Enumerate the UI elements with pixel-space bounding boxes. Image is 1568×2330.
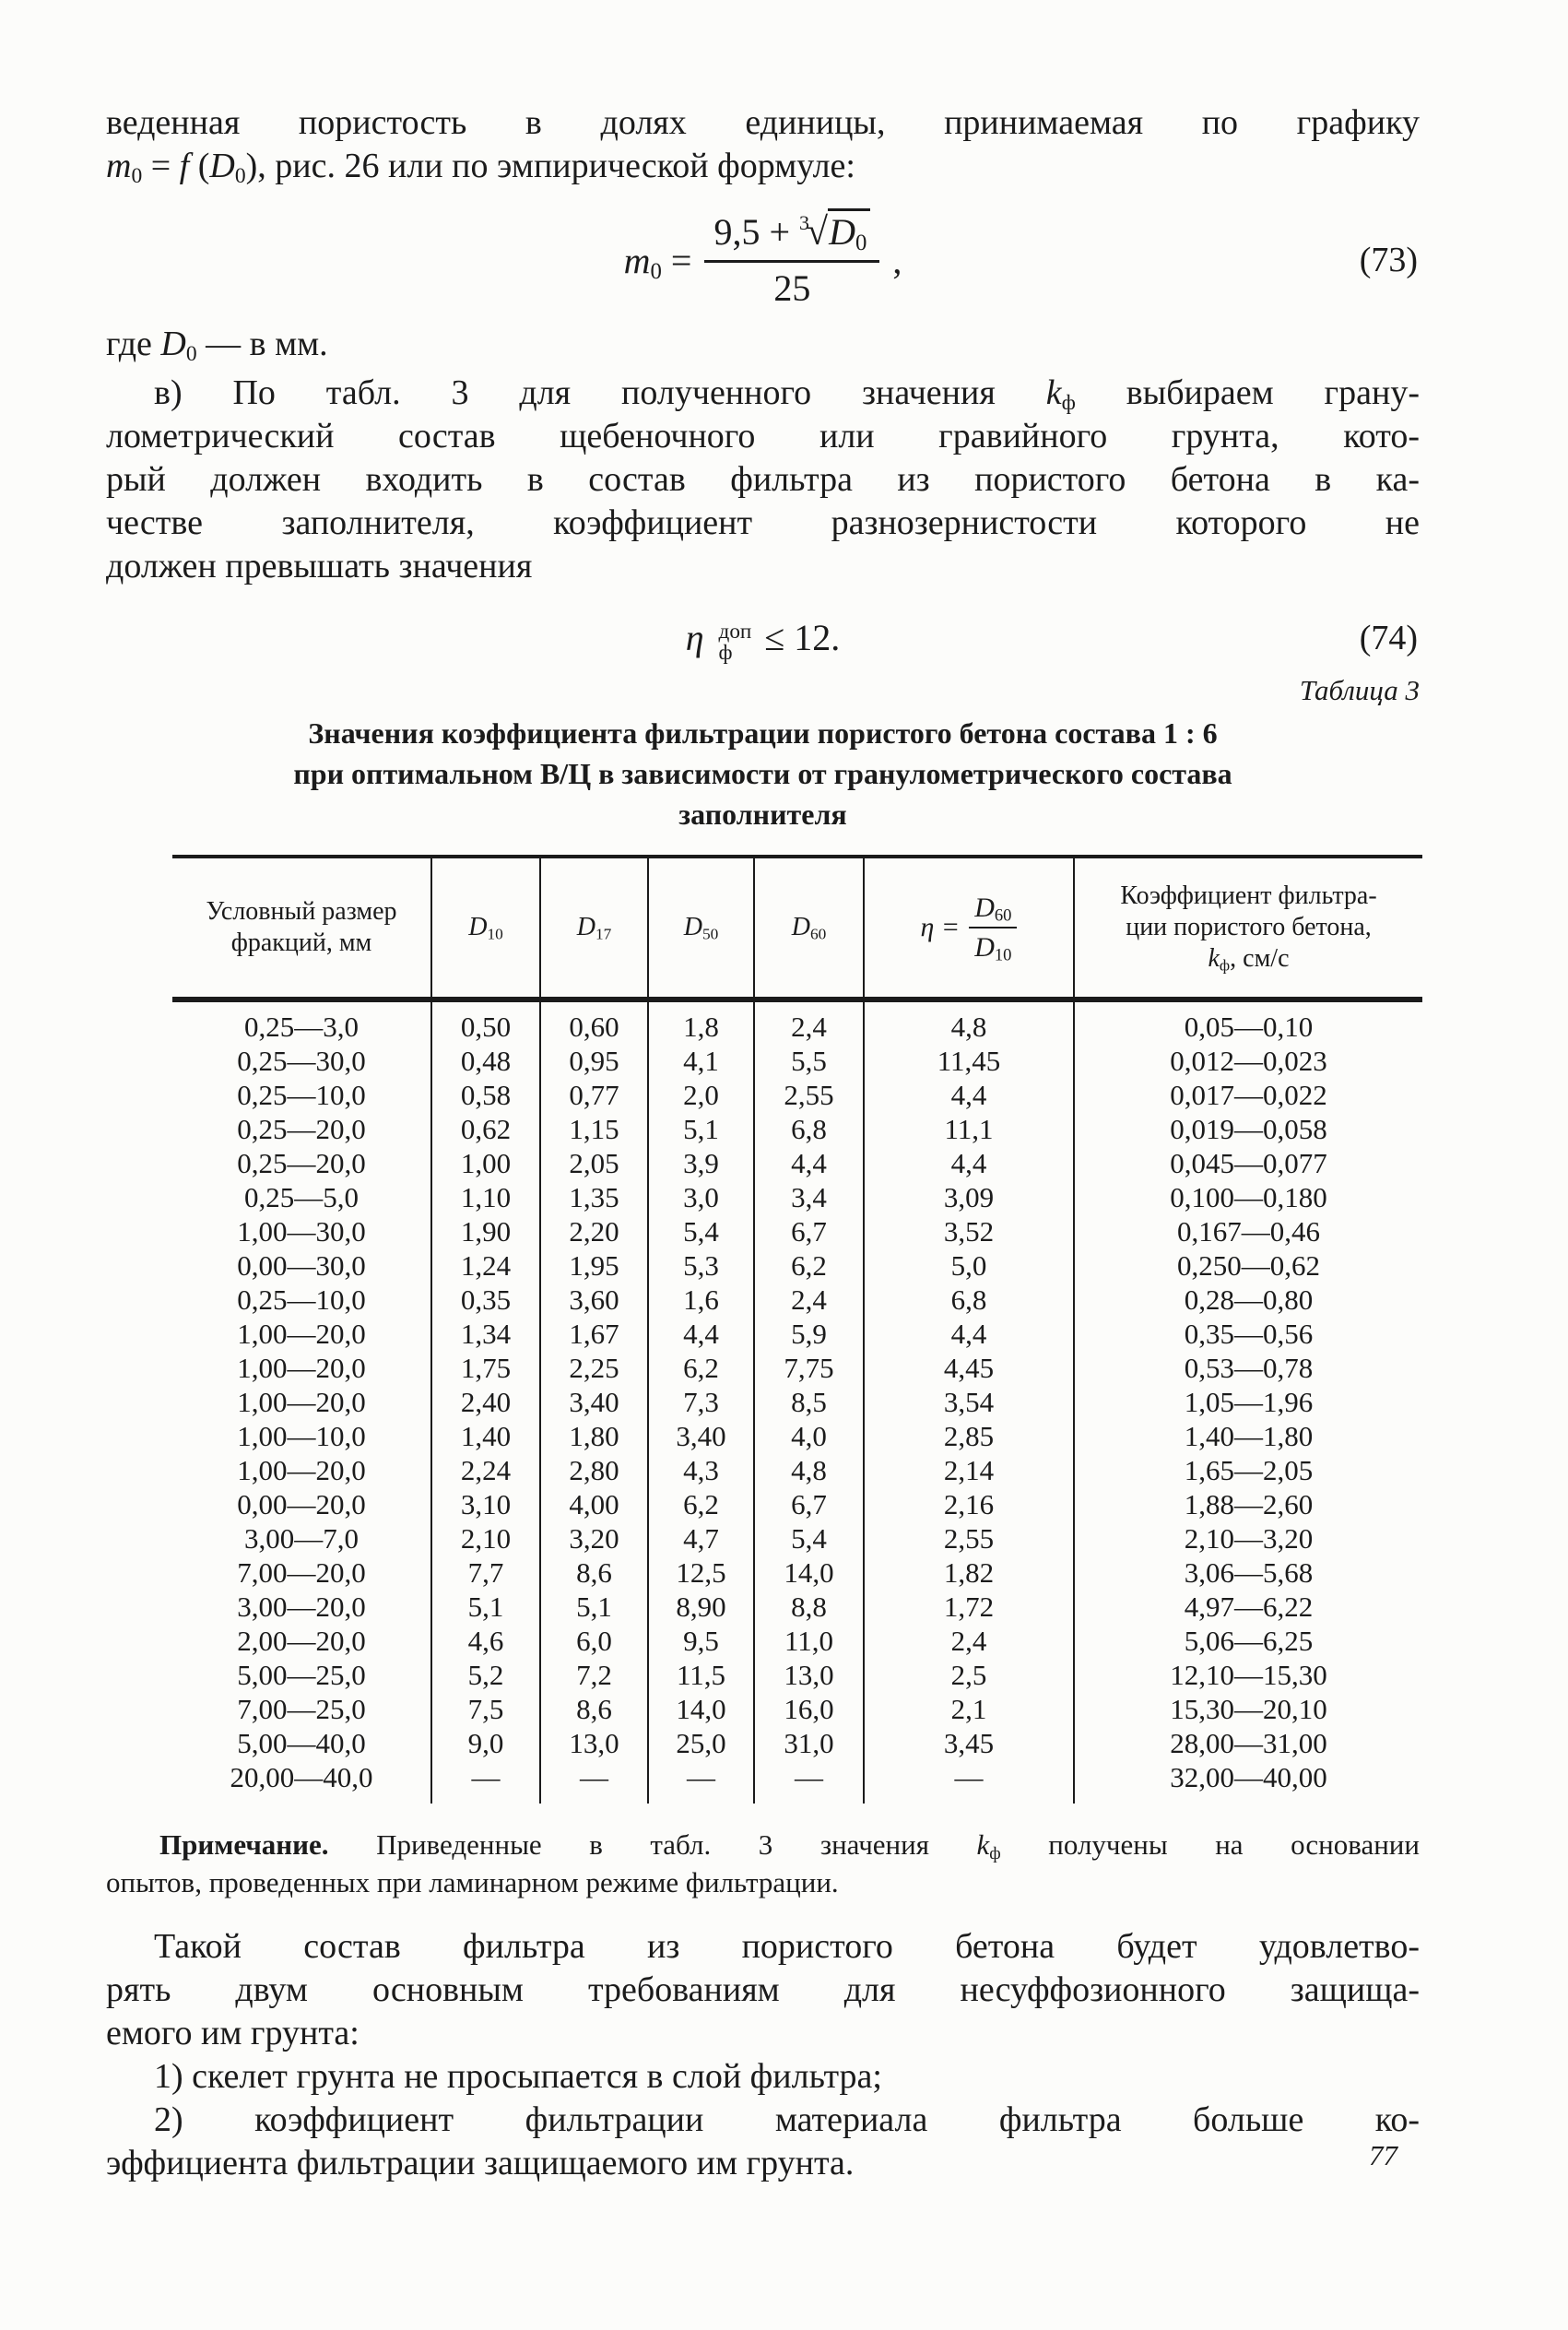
table-cell: 3,00—7,0 [244, 1522, 359, 1555]
table-cell: 0,35—0,56 [1074, 1317, 1422, 1351]
table-cell: 6,7 [754, 1487, 864, 1521]
table-cell: 0,25—3,0 [244, 1011, 359, 1043]
table-cell: 1,40—1,80 [1074, 1419, 1422, 1453]
table-cell: 1,05—1,96 [1074, 1385, 1422, 1419]
column-header-d17: $D_{17}$ [540, 857, 648, 999]
table-cell: 5,0 [864, 1248, 1074, 1283]
text-line: эффициента фильтрации защищаемого им грунта. [106, 2144, 855, 2182]
table-row [172, 1248, 1422, 1283]
table-cell: 0,017—0,022 [1074, 1078, 1422, 1112]
table-cell: 4,3 [648, 1453, 754, 1487]
table-cell: 8,6 [540, 1692, 648, 1726]
table-cell: 5,1 [431, 1590, 540, 1624]
table-cell: 2,4 [754, 1283, 864, 1317]
text-line: опытов, проведенных при ламинарном режиме фильтрации. [106, 1866, 839, 1898]
table-cell: 3,9 [648, 1146, 754, 1180]
table-cell: 8,6 [540, 1555, 648, 1590]
text-line: ции пористого бетона, [1126, 913, 1372, 941]
column-header-d50: $D_{50}$ [648, 857, 754, 999]
text-line: лометрический состав щебеночного или гравийного грунта, кото- [106, 417, 1420, 455]
table-cell: 5,4 [754, 1521, 864, 1555]
table-row [172, 1044, 1422, 1078]
table-cell: 1,00—20,0 [237, 1386, 366, 1418]
table-row [172, 1726, 1422, 1760]
table-row [172, 1419, 1422, 1453]
where-clause: где $D_0$ — в мм. [106, 325, 328, 366]
table-cell: 7,00—20,0 [237, 1556, 366, 1589]
eta-fraction-denominator: $D_{10}$ [974, 931, 1012, 965]
text-line: 1) скелет грунта не просыпается в слой фильтра; [154, 2057, 882, 2096]
table-cell: 0,25—5,0 [244, 1181, 359, 1213]
table-row [172, 1317, 1422, 1351]
text-line: Примечание. Приведенные в табл. 3 значения $k_ф$ получены на основании [159, 1828, 1420, 1863]
table-cell: 2,10—3,20 [1074, 1521, 1422, 1555]
table-cell: 0,28—0,80 [1074, 1283, 1422, 1317]
table-header-row [172, 857, 1422, 999]
page-content [106, 101, 1420, 2185]
table-cell: 1,65—2,05 [1074, 1453, 1422, 1487]
table-cell: 4,00 [540, 1487, 648, 1521]
table-row [172, 1453, 1422, 1487]
table-cell: 1,95 [540, 1248, 648, 1283]
table-cell: 0,77 [540, 1078, 648, 1112]
page-number: 77 [1369, 2139, 1397, 2171]
table-cell: 3,06—5,68 [1074, 1555, 1422, 1590]
table-cell: 0,25—30,0 [237, 1045, 366, 1077]
table-body [172, 999, 1422, 1804]
table-cell: 1,6 [648, 1283, 754, 1317]
table-cell: 0,045—0,077 [1074, 1146, 1422, 1180]
table-cell: 2,55 [754, 1078, 864, 1112]
table-cell: 5,4 [648, 1214, 754, 1248]
table-cell: 0,25—20,0 [237, 1113, 366, 1145]
text-line: Коэффициент фильтра- [1120, 881, 1377, 910]
table-cell: 3,54 [864, 1385, 1074, 1419]
table-cell: 4,0 [754, 1419, 864, 1453]
table-cell: 0,250—0,62 [1074, 1248, 1422, 1283]
table-cell: 4,4 [864, 1146, 1074, 1180]
table-cell: 6,8 [754, 1112, 864, 1146]
table-cell: 1,00 [431, 1146, 540, 1180]
table-cell: 0,05—0,10 [1074, 999, 1422, 1044]
table-cell: 1,00—20,0 [237, 1352, 366, 1384]
eta-equals: η = [920, 912, 961, 942]
table-cell: 2,05 [540, 1146, 648, 1180]
table-cell: 11,0 [754, 1624, 864, 1658]
column-header-filtration-coefficient [1074, 857, 1422, 999]
radical-sign: √ [807, 211, 829, 254]
column-header-eta [864, 857, 1074, 999]
table-cell: — [648, 1760, 754, 1804]
table-cell: 5,9 [754, 1317, 864, 1351]
formula-74-rhs: ≤ 12. [764, 617, 841, 658]
table-cell: 2,5 [864, 1658, 1074, 1692]
table-cell: 1,72 [864, 1590, 1074, 1624]
paragraph-b [106, 372, 1420, 588]
root-index: 3 [799, 210, 810, 234]
formula-73-body [624, 210, 902, 310]
table-cell: 7,75 [754, 1351, 864, 1385]
table-cell: 0,25—20,0 [237, 1147, 366, 1179]
table-cell: 4,45 [864, 1351, 1074, 1385]
eta-fraction [969, 893, 1017, 964]
table-cell: 4,4 [648, 1317, 754, 1351]
table-cell: 5,00—25,0 [237, 1659, 366, 1691]
table-cell: 7,7 [431, 1555, 540, 1590]
table-cell: 8,90 [648, 1590, 754, 1624]
table-cell: 2,20 [540, 1214, 648, 1248]
table-cell: 13,0 [540, 1726, 648, 1760]
closing-paragraph-1 [106, 1925, 1420, 2055]
text-line: честве заполнителя, коэффициент разнозернистости которого не [106, 503, 1420, 542]
table-cell: 5,3 [648, 1248, 754, 1283]
table-cell: 7,3 [648, 1385, 754, 1419]
table-row [172, 1180, 1422, 1214]
intro-paragraph [106, 101, 1420, 188]
formula-74-body [685, 616, 841, 665]
text-line: веденная пористость в долях единицы, принимаемая по графику [106, 103, 1420, 142]
cube-root [799, 210, 870, 256]
table-row [172, 1521, 1422, 1555]
radicand: $D_0$ [828, 208, 870, 253]
table-cell: 3,45 [864, 1726, 1074, 1760]
table-cell: 4,4 [754, 1146, 864, 1180]
table-cell: 0,60 [540, 999, 648, 1044]
table-cell: 5,00—40,0 [237, 1727, 366, 1759]
table-cell: 4,4 [864, 1317, 1074, 1351]
text-line: заполнителя [678, 798, 847, 831]
table-cell: 0,100—0,180 [1074, 1180, 1422, 1214]
table-cell: 0,00—30,0 [237, 1249, 366, 1282]
table-cell: 5,2 [431, 1658, 540, 1692]
table-cell: 0,25—10,0 [237, 1283, 366, 1316]
table-cell: 0,019—0,058 [1074, 1112, 1422, 1146]
table-cell: 0,48 [431, 1044, 540, 1078]
table-cell: 3,60 [540, 1283, 648, 1317]
table-cell: 5,5 [754, 1044, 864, 1078]
table-cell: 3,20 [540, 1521, 648, 1555]
table-cell: 4,8 [754, 1453, 864, 1487]
table-cell: 5,1 [648, 1112, 754, 1146]
table-cell: 2,14 [864, 1453, 1074, 1487]
table-cell: 2,24 [431, 1453, 540, 1487]
column-header-fraction-size [172, 857, 431, 999]
table-label: Таблица 3 [1299, 674, 1420, 706]
table-cell: 5,1 [540, 1590, 648, 1624]
text-line: Такой состав фильтра из пористого бетона будет удовлетво- [154, 1927, 1420, 1966]
table-row [172, 1283, 1422, 1317]
text-line: емого им грунта: [106, 2014, 360, 2052]
table-cell: 14,0 [648, 1692, 754, 1726]
table-cell: 1,34 [431, 1317, 540, 1351]
table-cell: 13,0 [754, 1658, 864, 1692]
table-cell: 32,00—40,00 [1074, 1760, 1422, 1804]
table-note [106, 1826, 1420, 1901]
column-header-d10: $D_{10}$ [431, 857, 540, 999]
table-cell: 2,4 [754, 999, 864, 1044]
table-cell: 0,167—0,46 [1074, 1214, 1422, 1248]
table-cell: 25,0 [648, 1726, 754, 1760]
table-cell: 6,0 [540, 1624, 648, 1658]
table-cell: 3,4 [754, 1180, 864, 1214]
table-cell: 28,00—31,00 [1074, 1726, 1422, 1760]
table-cell: 6,2 [648, 1487, 754, 1521]
text-line: Значения коэффициента фильтрации пористого бетона состава 1 : 6 [308, 716, 1218, 750]
table-cell: 0,25—10,0 [237, 1079, 366, 1111]
table-cell: 4,8 [864, 999, 1074, 1044]
table-cell: 4,7 [648, 1521, 754, 1555]
table-cell: 1,90 [431, 1214, 540, 1248]
table-cell: 1,15 [540, 1112, 648, 1146]
table-cell: 8,5 [754, 1385, 864, 1419]
table-cell: 1,75 [431, 1351, 540, 1385]
table-cell: 3,00—20,0 [237, 1591, 366, 1623]
table-cell: — [540, 1760, 648, 1804]
table-cell: 1,88—2,60 [1074, 1487, 1422, 1521]
table-title [106, 713, 1420, 834]
text-line: фракций, мм [230, 928, 372, 957]
table-cell: 1,40 [431, 1419, 540, 1453]
table-cell: 1,00—30,0 [237, 1215, 366, 1248]
table-cell: 0,00—20,0 [237, 1488, 366, 1520]
formula-73-comma: , [892, 239, 902, 281]
table-cell: 20,00—40,0 [230, 1761, 373, 1793]
table-cell: 3,0 [648, 1180, 754, 1214]
text-line: в) По табл. 3 для полученного значения $k_ф$ выбираем грану- [154, 373, 1420, 415]
table-cell: 16,0 [754, 1692, 864, 1726]
table-cell: 2,1 [864, 1692, 1074, 1726]
table-cell: 1,00—10,0 [237, 1420, 366, 1452]
text-line: при оптимальном В/Ц в зависимости от гранулометрического состава [293, 757, 1232, 790]
table-cell: 1,67 [540, 1317, 648, 1351]
eta-superscript: доп [718, 619, 752, 644]
table-cell: 6,8 [864, 1283, 1074, 1317]
table-cell: 11,1 [864, 1112, 1074, 1146]
filtration-coefficient-table [172, 855, 1422, 1804]
table-cell: 11,45 [864, 1044, 1074, 1078]
table-cell: 1,80 [540, 1419, 648, 1453]
eta-subscript: ф [718, 640, 733, 665]
table-row [172, 1078, 1422, 1112]
table-cell: 5,06—6,25 [1074, 1624, 1422, 1658]
table-cell: 3,09 [864, 1180, 1074, 1214]
formula-74 [106, 616, 1420, 665]
table-cell: 0,53—0,78 [1074, 1351, 1422, 1385]
formula-73-fraction [704, 210, 879, 310]
table-cell: 12,5 [648, 1555, 754, 1590]
table-cell: 7,00—25,0 [237, 1693, 366, 1725]
table-cell: 8,8 [754, 1590, 864, 1624]
table-cell: 12,10—15,30 [1074, 1658, 1422, 1692]
table-row [172, 1658, 1422, 1692]
column-header-d60: $D_{60}$ [754, 857, 864, 999]
table-cell: 3,40 [540, 1385, 648, 1419]
eta-symbol: η [685, 617, 704, 658]
table-cell: 3,52 [864, 1214, 1074, 1248]
table-cell: 0,62 [431, 1112, 540, 1146]
eta-fraction-numerator: $D_{60}$ [969, 893, 1017, 928]
table-cell: 2,80 [540, 1453, 648, 1487]
table-cell: 14,0 [754, 1555, 864, 1590]
eta-sup-sub [718, 619, 752, 665]
table-row [172, 1487, 1422, 1521]
equation-number-74: (74) [1359, 618, 1418, 657]
table-cell: 3,40 [648, 1419, 754, 1453]
table-row [172, 1112, 1422, 1146]
table-cell: 2,4 [864, 1624, 1074, 1658]
table-cell: 0,012—0,023 [1074, 1044, 1422, 1078]
table-cell: 0,50 [431, 999, 540, 1044]
table-cell: 1,00—20,0 [237, 1454, 366, 1486]
table-cell: 9,5 [648, 1624, 754, 1658]
table-row [172, 999, 1422, 1044]
table-cell: 4,1 [648, 1044, 754, 1078]
table-cell: 7,5 [431, 1692, 540, 1726]
table-cell: 0,35 [431, 1283, 540, 1317]
table-cell: 11,5 [648, 1658, 754, 1692]
table-cell: 2,40 [431, 1385, 540, 1419]
text-line: рый должен входить в состав фильтра из пористого бетона в ка- [106, 460, 1420, 499]
closing-section [106, 1925, 1420, 2185]
table-cell: 4,4 [864, 1078, 1074, 1112]
table-cell: 31,0 [754, 1726, 864, 1760]
table-cell: 1,82 [864, 1555, 1074, 1590]
table-cell: 7,2 [540, 1658, 648, 1692]
table-cell: 6,2 [648, 1351, 754, 1385]
table-cell: 2,16 [864, 1487, 1074, 1521]
table-row [172, 1692, 1422, 1726]
table-cell: — [754, 1760, 864, 1804]
text-line: рять двум основным требованиям для несуффозионного защища- [106, 1970, 1420, 2009]
table-cell: 1,24 [431, 1248, 540, 1283]
table-header [172, 857, 1422, 999]
text-line: 2) коэффициент фильтрации материала фильтра больше ко- [154, 2100, 1420, 2139]
table-row [172, 1214, 1422, 1248]
table-row [172, 1351, 1422, 1385]
formula-73-lhs: $m_0$ = [623, 239, 692, 284]
formula-73-denominator: 25 [773, 267, 811, 309]
table-cell: 1,35 [540, 1180, 648, 1214]
formula-73 [106, 210, 1420, 310]
table-cell: 6,7 [754, 1214, 864, 1248]
table-cell: 9,0 [431, 1726, 540, 1760]
text-line: Условный размер [206, 897, 397, 926]
table-cell: 2,85 [864, 1419, 1074, 1453]
table-cell: 4,6 [431, 1624, 540, 1658]
numerator-prefix: 9,5 + [713, 211, 800, 253]
equation-number-73: (73) [1359, 241, 1418, 279]
table-cell: 3,10 [431, 1487, 540, 1521]
table-cell: 1,10 [431, 1180, 540, 1214]
table-cell: — [431, 1760, 540, 1804]
table-cell: 0,58 [431, 1078, 540, 1112]
closing-item-2 [106, 2099, 1420, 2185]
table-row [172, 1590, 1422, 1624]
table-cell: 0,95 [540, 1044, 648, 1078]
table-row [172, 1555, 1422, 1590]
table-cell: 15,30—20,10 [1074, 1692, 1422, 1726]
text-line: $m_0 = f$ $(D_0)$, рис. 26 или по эмпирической формуле: [106, 147, 855, 188]
text-line: $k_ф$, см/с [1208, 944, 1290, 975]
text-line: должен превышать значения [106, 547, 533, 585]
table-row [172, 1624, 1422, 1658]
table-cell: 2,25 [540, 1351, 648, 1385]
table-cell: — [864, 1760, 1074, 1804]
table-cell: 6,2 [754, 1248, 864, 1283]
table-cell: 2,0 [648, 1078, 754, 1112]
table-cell: 1,8 [648, 999, 754, 1044]
table-cell: 2,55 [864, 1521, 1074, 1555]
table-row [172, 1146, 1422, 1180]
closing-item-1 [106, 2055, 1420, 2099]
table-cell: 2,00—20,0 [237, 1625, 366, 1657]
table-cell: 2,10 [431, 1521, 540, 1555]
table-cell: 4,97—6,22 [1074, 1590, 1422, 1624]
table-row [172, 1760, 1422, 1804]
formula-73-numerator [704, 210, 879, 263]
table-cell: 1,00—20,0 [237, 1318, 366, 1350]
table-row [172, 1385, 1422, 1419]
